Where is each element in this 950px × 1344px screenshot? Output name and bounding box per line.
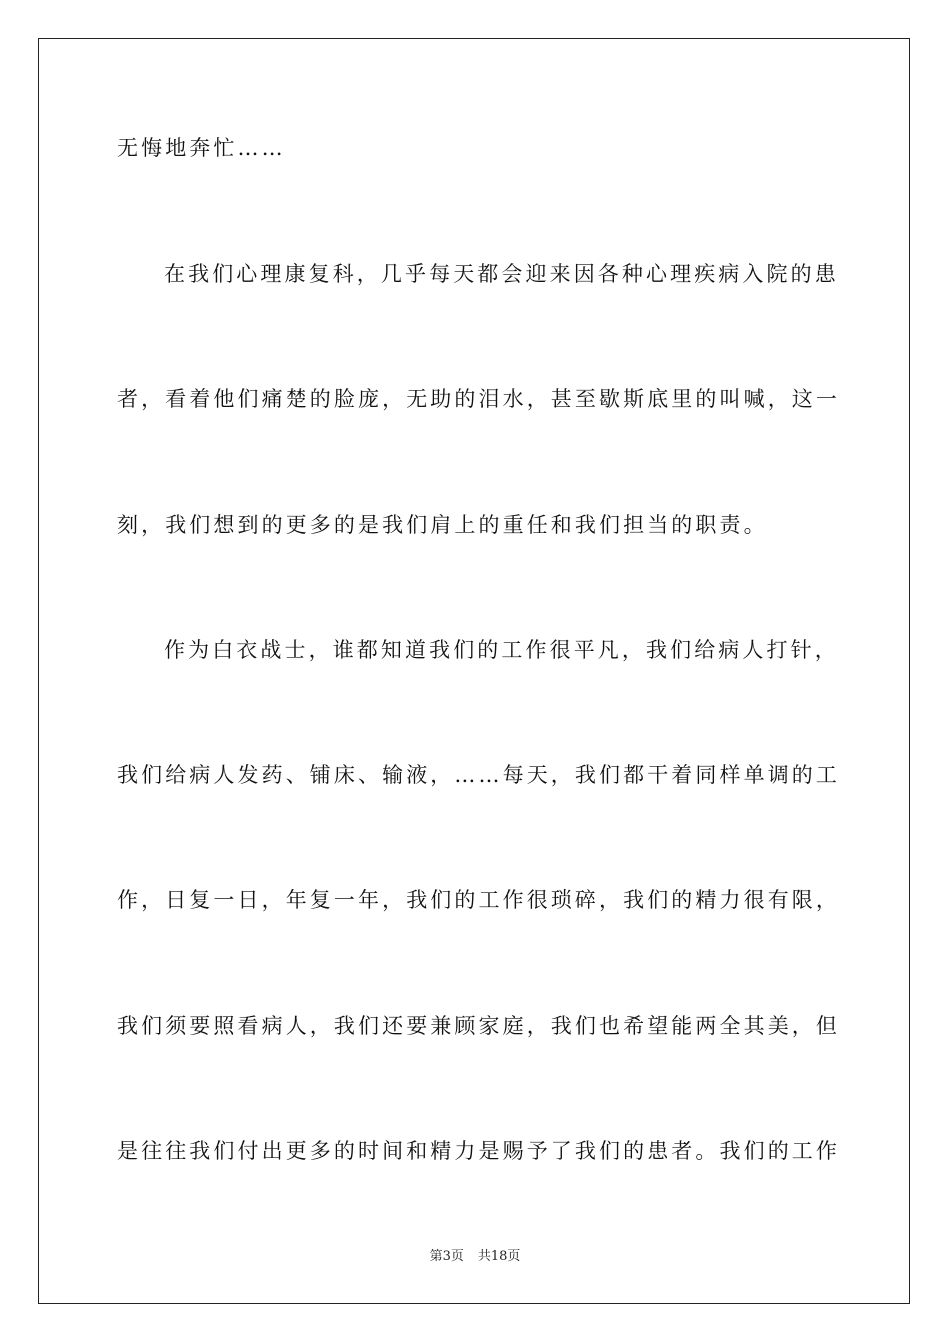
- text-line-8: 我们须要照看病人，我们还要兼顾家庭，我们也希望能两全其美，但: [117, 1014, 840, 1038]
- text-line-9: 是往往我们付出更多的时间和精力是赐予了我们的患者。我们的工作: [117, 1139, 840, 1163]
- page-number: 第3页: [429, 1249, 464, 1264]
- text-line-4: 刻，我们想到的更多的是我们肩上的重任和我们担当的职责。: [117, 513, 768, 537]
- text-line-2: 在我们心理康复科，几乎每天都会迎来因各种心理疾病入院的患: [164, 262, 839, 286]
- text-line-3: 者，看着他们痛楚的脸庞，无助的泪水，甚至歇斯底里的叫喊，这一: [117, 387, 840, 411]
- text-line-7: 作，日复一日，年复一年，我们的工作很琐碎，我们的精力很有限，: [117, 888, 840, 912]
- text-line-1: 无悔地奔忙……: [117, 136, 286, 160]
- text-line-5: 作为白衣战士，谁都知道我们的工作很平凡，我们给病人打针，: [164, 638, 839, 662]
- page-total: 共18页: [477, 1249, 521, 1264]
- page-border: [38, 38, 910, 1304]
- text-line-6: 我们给病人发药、铺床、输液，……每天，我们都干着同样单调的工: [117, 763, 840, 787]
- page-footer: [0, 1248, 950, 1266]
